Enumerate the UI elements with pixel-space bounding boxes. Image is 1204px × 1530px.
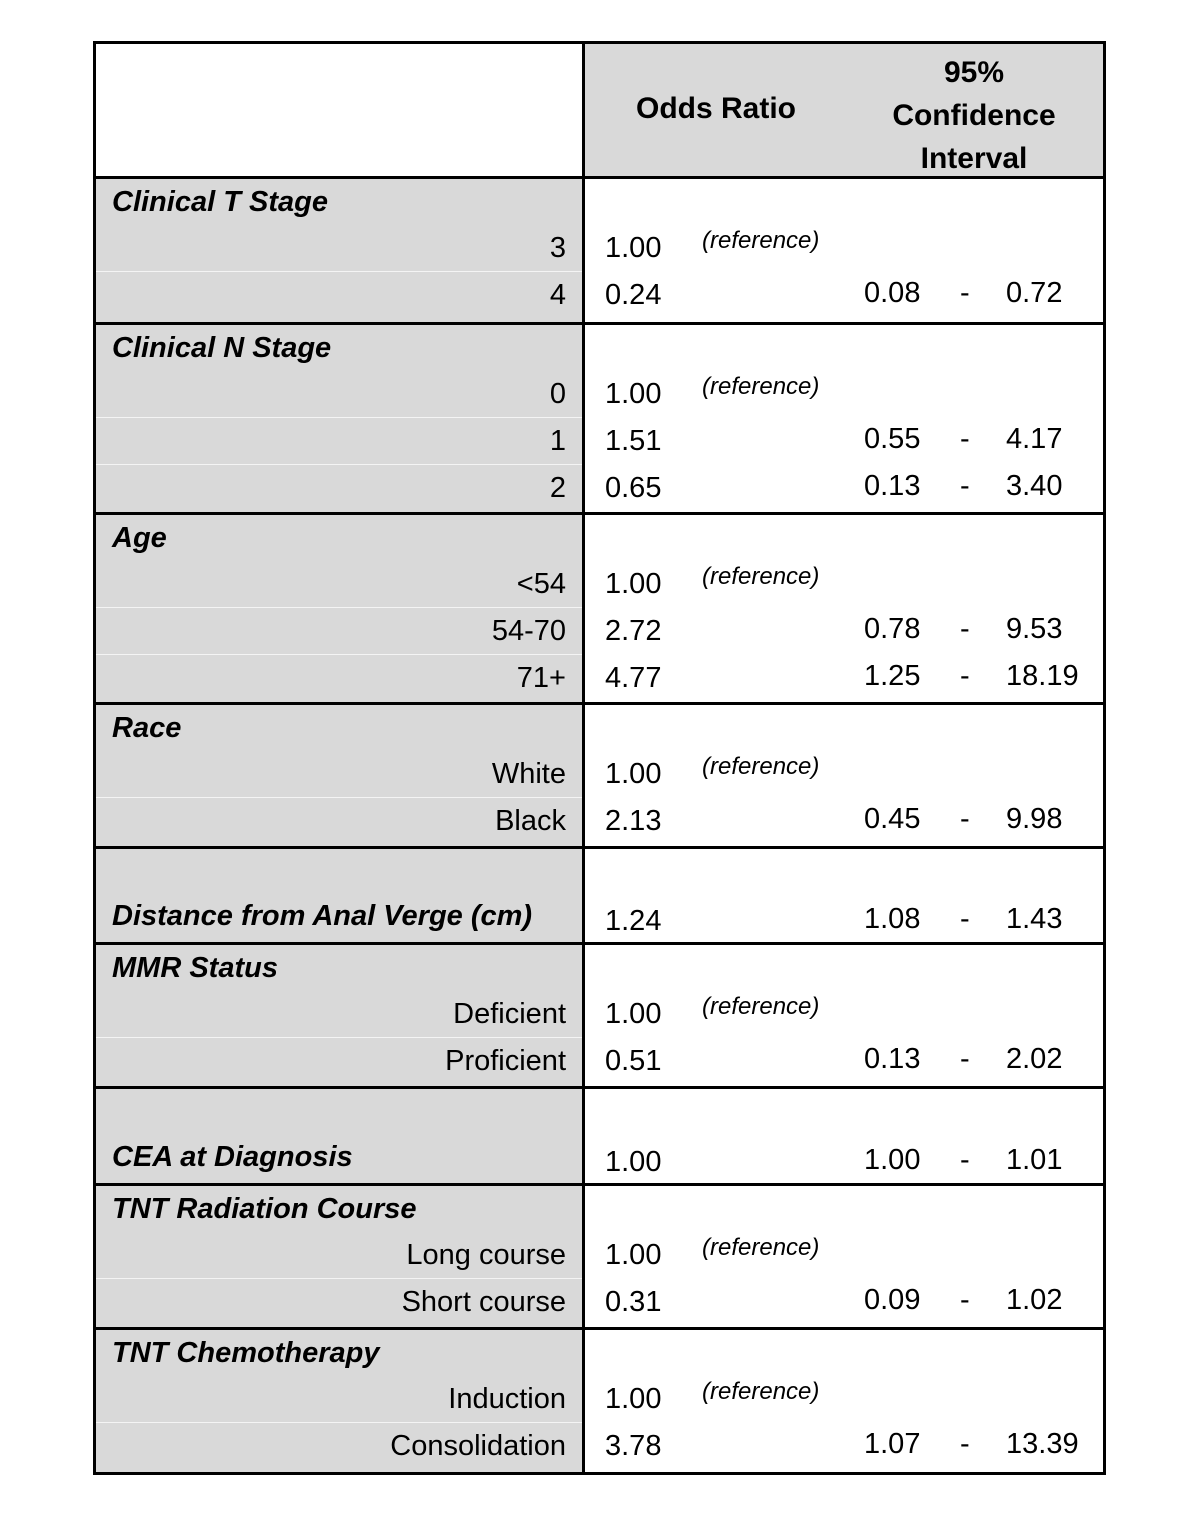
row-label: 54-70 [491,615,566,647]
group-title: Clinical N Stage [112,332,332,364]
table-row [96,990,1103,1036]
reference-note: (reference) [702,373,820,400]
odds-ratio-value: 1.00 [605,378,662,410]
row-label: White [491,758,566,790]
reference-note: (reference) [702,1378,820,1405]
odds-ratio-value: 1.00 [605,998,662,1030]
odds-ratio-value: 1.00 [605,1239,662,1271]
header-ci-line2: Confidence [892,99,1056,132]
group-section [96,1330,1103,1472]
ci-upper-value: 4.17 [1006,423,1063,455]
ci-dash: - [960,423,970,455]
row-label: Deficient [453,998,566,1030]
ci-lower-value: 1.25 [864,660,921,692]
odds-ratio-value: 2.13 [605,805,662,837]
table-row [96,654,1103,700]
ci-lower-value: 1.07 [864,1428,921,1460]
row-label: 2 [549,472,566,504]
table-row [96,271,1103,317]
row-label: 3 [549,232,566,264]
table-row [96,560,1103,606]
table-row [96,797,1103,843]
table-row [96,1037,1103,1083]
odds-ratio-value: 1.00 [605,758,662,790]
header-ci-line3: Interval [920,142,1028,175]
ci-dash: - [960,277,970,309]
group-section [96,325,1103,515]
ci-dash: - [960,1144,970,1176]
table-row [96,1422,1103,1468]
table-row [96,370,1103,416]
table-row [96,417,1103,463]
table-row [96,224,1103,270]
ci-dash: - [960,660,970,692]
ci-upper-value: 1.02 [1006,1284,1063,1316]
header-ci-line1: 95% [943,56,1005,89]
group-title: Distance from Anal Verge (cm) [112,900,533,932]
odds-ratio-value: 1.00 [605,232,662,264]
ci-dash: - [960,1043,970,1075]
row-label: Consolidation [390,1430,566,1462]
group-title: TNT Radiation Course [112,1193,417,1225]
ci-dash: - [960,803,970,835]
row-label: 0 [549,378,566,410]
row-label: Black [495,805,566,837]
odds-ratio-value: 3.78 [605,1430,662,1462]
group-title: TNT Chemotherapy [112,1337,380,1369]
row-label: 4 [549,279,566,311]
row-label: <54 [516,568,566,600]
row-label: Proficient [445,1045,566,1077]
table-row [96,897,1103,943]
odds-ratio-value: 0.65 [605,472,662,504]
table-row [96,1375,1103,1421]
odds-ratio-value: 4.77 [605,662,662,694]
table-header [96,44,1103,179]
table-row [96,1231,1103,1277]
table-row [96,464,1103,510]
ci-lower-value: 0.45 [864,803,921,835]
reference-note: (reference) [702,993,820,1020]
header-confidence-interval [874,51,1074,180]
odds-ratio-value: 0.31 [605,1286,662,1318]
group-title: Clinical T Stage [112,186,328,218]
reference-note: (reference) [702,227,820,254]
ci-lower-value: 0.13 [864,470,921,502]
odds-ratio-value: 1.00 [605,1146,662,1178]
ci-upper-value: 2.02 [1006,1043,1063,1075]
reference-note: (reference) [702,1234,820,1261]
ci-lower-value: 0.78 [864,613,921,645]
ci-dash: - [960,470,970,502]
ci-upper-value: 0.72 [1006,277,1063,309]
group-section [96,515,1103,705]
header-blank-cell [96,44,585,176]
odds-ratio-value: 1.24 [605,905,662,937]
odds-ratio-value: 2.72 [605,615,662,647]
odds-ratio-value: 1.00 [605,1383,662,1415]
ci-lower-value: 0.09 [864,1284,921,1316]
group-title: Age [112,522,167,554]
table-row [96,750,1103,796]
table-row [96,1278,1103,1324]
ci-upper-value: 1.01 [1006,1144,1063,1176]
odds-ratio-value: 1.51 [605,425,662,457]
odds-ratio-table [93,41,1106,1475]
ci-dash: - [960,1428,970,1460]
ci-upper-value: 3.40 [1006,470,1063,502]
ci-lower-value: 1.08 [864,903,921,935]
group-title: CEA at Diagnosis [112,1141,353,1173]
ci-upper-value: 9.98 [1006,803,1063,835]
group-section [96,1186,1103,1330]
row-label: 1 [549,425,566,457]
ci-lower-value: 0.13 [864,1043,921,1075]
odds-ratio-value: 0.24 [605,279,662,311]
ci-lower-value: 0.55 [864,423,921,455]
table-row [96,607,1103,653]
ci-dash: - [960,903,970,935]
ci-dash: - [960,613,970,645]
odds-ratio-value: 1.00 [605,568,662,600]
row-label: 71+ [516,662,566,694]
reference-note: (reference) [702,563,820,590]
group-title: MMR Status [112,952,278,984]
odds-ratio-value: 0.51 [605,1045,662,1077]
group-section [96,1089,1103,1186]
row-label: Long course [406,1239,566,1271]
group-section [96,179,1103,325]
reference-note: (reference) [702,753,820,780]
group-title: Race [112,712,182,744]
group-section [96,849,1103,945]
ci-lower-value: 0.08 [864,277,921,309]
header-odds-ratio: Odds Ratio [635,92,796,125]
ci-dash: - [960,1284,970,1316]
ci-upper-value: 13.39 [1006,1428,1079,1460]
ci-upper-value: 18.19 [1006,660,1079,692]
row-label: Short course [401,1286,566,1318]
table-row [96,1138,1103,1184]
ci-lower-value: 1.00 [864,1144,921,1176]
group-section [96,705,1103,849]
ci-upper-value: 9.53 [1006,613,1063,645]
row-label: Induction [448,1383,566,1415]
ci-upper-value: 1.43 [1006,903,1063,935]
group-section [96,945,1103,1089]
